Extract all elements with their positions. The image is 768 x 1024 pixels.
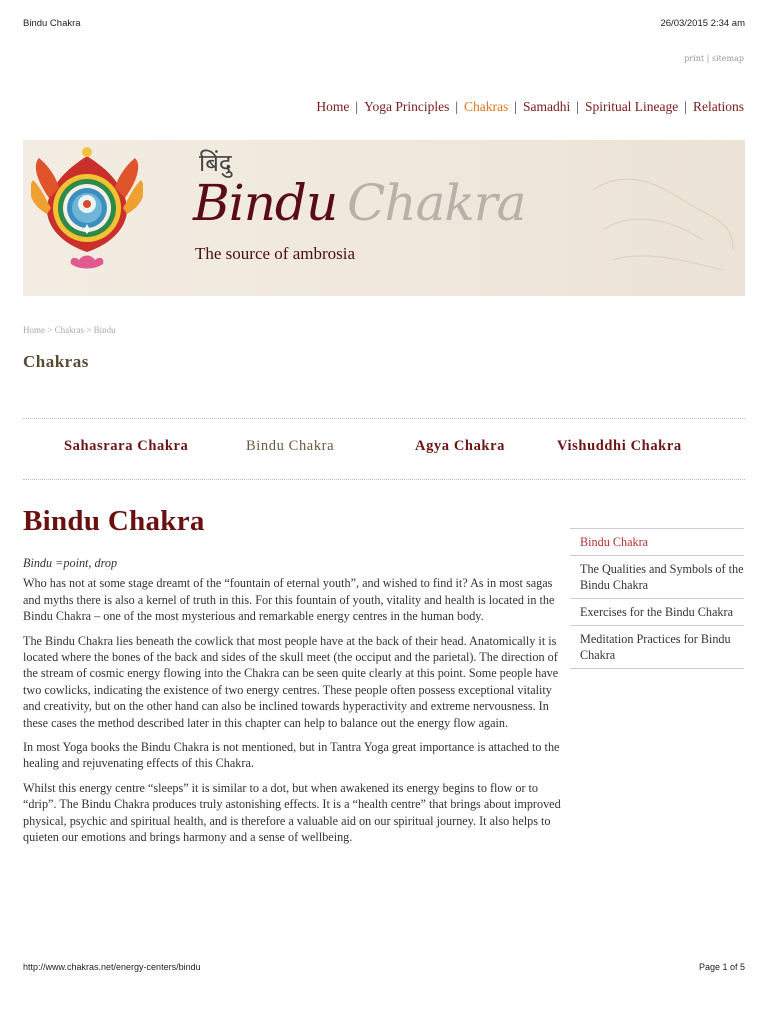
- sidebar-item-meditation[interactable]: Meditation Practices for Bindu Chakra: [570, 625, 744, 669]
- tab-bindu[interactable]: Bindu Chakra: [246, 438, 335, 454]
- print-footer: [23, 962, 745, 972]
- tab-agya[interactable]: Agya Chakra: [415, 438, 505, 454]
- banner-title-bindu: Bindu: [193, 174, 338, 232]
- main-navigation: Home | Yoga Principles | Chakras | Samadhi | Spiritual Lineage | Relations: [316, 99, 744, 114]
- print-datetime: 26/03/2015 2:34 am: [660, 18, 745, 29]
- nav-chakras[interactable]: Chakras: [464, 99, 509, 114]
- sidebar-item-exercises[interactable]: Exercises for the Bindu Chakra: [570, 598, 744, 625]
- nav-samadhi[interactable]: Samadhi: [522, 99, 571, 114]
- utility-divider: |: [706, 54, 710, 63]
- sketch-decoration-icon: [583, 160, 743, 280]
- sidebar-nav: [570, 528, 744, 669]
- divider: [23, 418, 745, 419]
- footer-url: http://www.chakras.net/energy-centers/bindu: [23, 962, 201, 972]
- paragraph: The Bindu Chakra lies beneath the cowlick that most people have at the back of their head. Anatomically it is located where the bones of the back and sides of the skull meet (the occiput and the parietal). The direction of the stream of cosmic energy flowing into the Chakra can be seen quite clearly at this point. Some people have two cowlicks, indicating the existence of two energy centres. These people often possess exceptional vitality and creativity, but on the other hand can also be inclined towards hyperactivity and extreme nervousness. In these cases the method described later in this chapter can help to balance out the energy flow again.: [23, 633, 559, 730]
- sidebar-item-bindu-chakra[interactable]: Bindu Chakra: [570, 528, 744, 555]
- breadcrumb[interactable]: Home > Chakras > Bindu: [23, 325, 116, 335]
- print-header: [23, 18, 745, 32]
- banner-devanagari: बिंदु: [199, 149, 232, 177]
- page-number: Page 1 of 5: [698, 962, 745, 972]
- sitemap-link[interactable]: sitemap: [711, 54, 744, 63]
- definition: Bindu =point, drop: [23, 556, 118, 570]
- chakra-tabs: [23, 438, 745, 458]
- banner-tagline: The source of ambrosia: [195, 244, 356, 263]
- nav-home[interactable]: Home: [316, 99, 350, 114]
- page-banner: [23, 140, 745, 296]
- article-body: [23, 555, 563, 854]
- nav-yoga-principles[interactable]: Yoga Principles: [364, 99, 450, 114]
- section-title: Chakras: [23, 352, 89, 371]
- divider: [23, 479, 745, 480]
- utility-links: [684, 54, 744, 63]
- sidebar-item-qualities[interactable]: The Qualities and Symbols of the Bindu Chakra: [570, 555, 744, 598]
- paragraph: Who has not at some stage dreamt of the “fountain of eternal youth”, and wished to find it? As in most sagas and myths there is also a kernel of truth in this. For this fountain of youth, vitality and health is located in the Bindu Chakra – one of the most mysterious and remarkable energy centres in the human body.: [23, 576, 555, 624]
- page-title: Bindu Chakra: [23, 505, 205, 537]
- paragraph: In most Yoga books the Bindu Chakra is not mentioned, but in Tantra Yoga great importance is attached to the healing and rejuvenating effects of this Chakra.: [23, 740, 560, 771]
- nav-spiritual-lineage[interactable]: Spiritual Lineage: [584, 99, 679, 114]
- tab-sahasrara[interactable]: Sahasrara Chakra: [64, 438, 189, 454]
- chakra-lotus-icon: [31, 144, 143, 290]
- print-link[interactable]: print: [684, 54, 705, 63]
- banner-title: [193, 174, 525, 232]
- print-title: Bindu Chakra: [23, 18, 81, 29]
- paragraph: Whilst this energy centre “sleeps” it is similar to a dot, but when awakened its energy begins to flow or to “drip”. The Bindu Chakra produces truly astonishing effects. It is a “health centre” that brings about improved physical, psychic and spiritual health, and is therefore a valuable aid on our spiritual journey. It also helps to quieten our emotions and brings harmony and a sense of wellbeing.: [23, 780, 561, 845]
- banner-title-chakra: Chakra: [347, 174, 526, 232]
- tab-vishuddhi[interactable]: Vishuddhi Chakra: [557, 438, 682, 454]
- nav-relations[interactable]: Relations: [693, 99, 744, 114]
